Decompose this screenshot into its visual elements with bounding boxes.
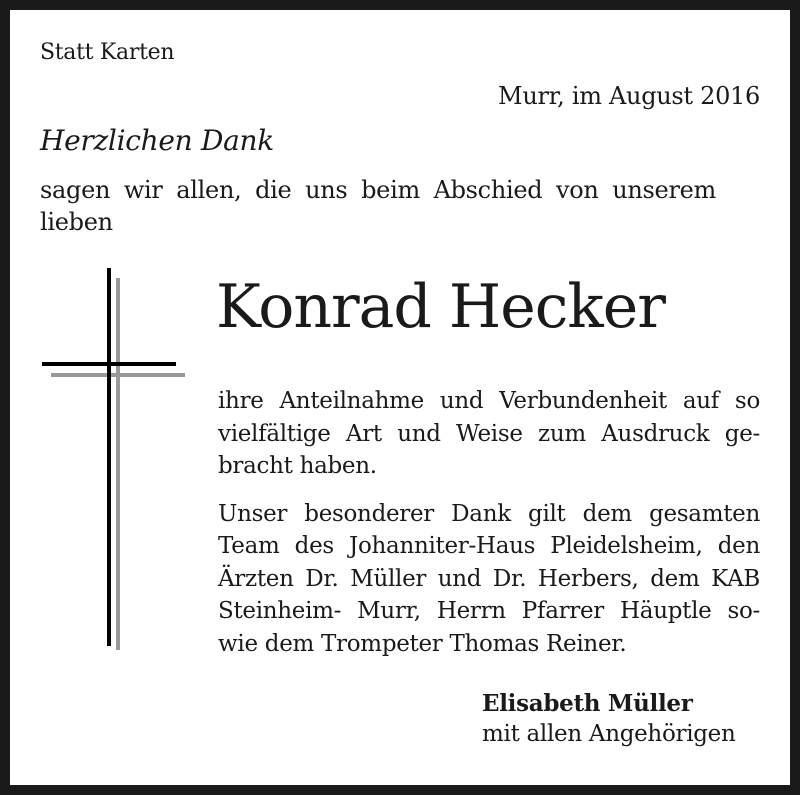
heading: Herzlichen Dank [40,124,274,157]
paragraph2-line: Unser besonderer Dank gilt dem gesamten [218,501,760,527]
paragraph1-line: bracht haben. [218,453,377,479]
place-date: Murr, im August 2016 [498,82,760,110]
paragraph2-line: Steinheim- Murr, Herrn Pfarrer Häuptle so- [218,598,760,624]
signature-name: Elisabeth Müller [482,690,693,717]
paragraph2-line: Team des Johanniter-Haus Pleidelsheim, den [218,533,760,559]
intro-line: lieben [40,208,113,236]
deceased-name: Konrad Hecker [216,272,665,342]
signature-line: mit allen Angehörigen [482,721,736,747]
paragraph1-line: ihre Anteilnahme und Verbundenheit auf so [218,388,760,414]
paragraph2-line: wie dem Trompeter Thomas Reiner. [218,631,627,657]
intro-line: sagen wir allen, die uns beim Abschied von unserem [40,176,716,204]
statt-karten: Statt Karten [40,40,175,65]
paragraph1-line: vielfältige Art und Weise zum Ausdruck ge- [218,421,760,447]
paragraph2-line: Ärzten Dr. Müller und Dr. Herbers, dem KAB [218,566,760,592]
